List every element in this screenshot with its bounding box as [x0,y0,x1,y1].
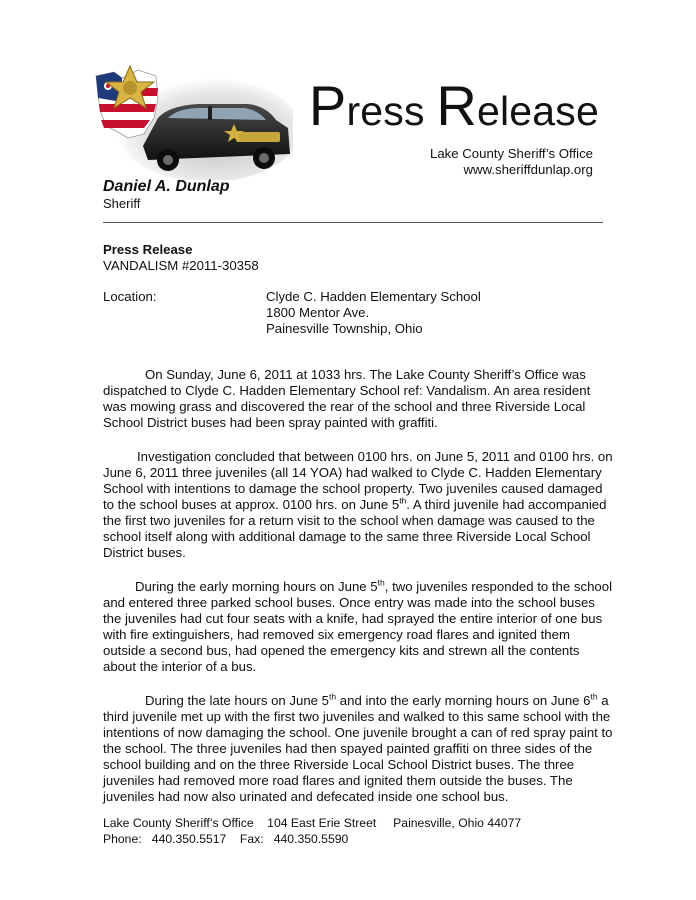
office-website: www.sheriffdunlap.org [463,162,593,177]
paragraph-2 [103,449,613,561]
header-divider [103,222,603,223]
page-footer [103,815,521,847]
paragraph-1-text: On Sunday, June 6, 2011 at 1033 hrs. The Lake County Sheriff’s Office was dispatched to Clyde C. Hadden Elementary School ref: Vandalism. An area resident was mowing grass and discovered the rear of the school and three Riverside Local School District buses had been spray painted with graffiti. [103,367,591,430]
press-release-title [308,74,599,137]
location-label: Location: [103,289,157,304]
title-initial-r: R [436,74,477,137]
paragraph-4 [103,693,613,805]
case-number: VANDALISM #2011-30358 [103,258,259,273]
sheriff-title: Sheriff [103,196,141,211]
paragraph-3-text-a: During the early morning hours on June 5 [135,579,378,594]
release-body [103,367,613,823]
location-line: Clyde C. Hadden Elementary School [266,289,481,304]
paragraph-4-text-b: and into the early morning hours on June 6 [336,693,591,708]
paragraph-2-text-a: Investigation concluded that between 0100 hrs. on June 5, 2011 and 0100 hrs. on June 6, 2011 three juveniles (all 14 YOA) had walked to Clyde C. Hadden Elementary School with intentions to damage the school property. Two juveniles caused damaged to the school buses at approx. 0100 hrs. on June 5 [103,449,613,512]
ordinal-suffix: th [399,495,407,506]
paragraph-4-text-a: During the late hours on June 5 [145,693,330,708]
office-info [430,146,593,178]
ordinal-suffix: th [329,691,337,702]
footer-contact: Phone: 440.350.5517 Fax: 440.350.5590 [103,832,349,846]
sheriff-office-logo [88,58,293,180]
title-word-1: ress [346,88,437,134]
release-heading: Press Release [103,242,193,257]
title-initial-p: P [308,74,347,137]
paragraph-3 [103,579,613,675]
footer-address: Lake County Sheriff’s Office 104 East Erie Street Painesville, Ohio 44077 [103,816,522,830]
location-line: Painesville Township, Ohio [266,321,423,336]
title-word-2: elease [476,88,599,134]
paragraph-1 [103,367,613,431]
paragraph-2-text-b: . A third juvenile had accompanied the first two juveniles for a return visit to the school when damage was caused to the school itself along with additional damage to the same three Riverside Local School District buses. [103,497,607,560]
paragraph-4-text-c: a third juvenile met up with the first two juveniles and walked to this same school with the intentions of now damaging the school. One juvenile brought a can of red spray paint to the school. The three juveniles had then spayed painted graffiti on three sides of the school building and on the three Riverside Local School District buses. The three juveniles had removed more road flares and ignited them outside the buses. The juveniles had now also urinated and defecated inside one school bus. [103,693,613,804]
location-line: 1800 Mentor Ave. [266,305,370,320]
paragraph-3-text-b: , two juveniles responded to the school and entered three parked school buses. Once entry was made into the school buses the juveniles had cut four seats with a knife, had sprayed the entire interior of one bus with fire extinguishers, had removed six emergency road flares and ignited them outside a second bus, had opened the emergency kits and strewn all the contents about the interior of a bus. [103,579,613,674]
ordinal-suffix: th [377,577,385,588]
ordinal-suffix: th [590,691,598,702]
office-name: Lake County Sheriff’s Office [430,146,593,161]
location-address [266,289,481,337]
sheriff-name: Daniel A. Dunlap [103,178,230,195]
